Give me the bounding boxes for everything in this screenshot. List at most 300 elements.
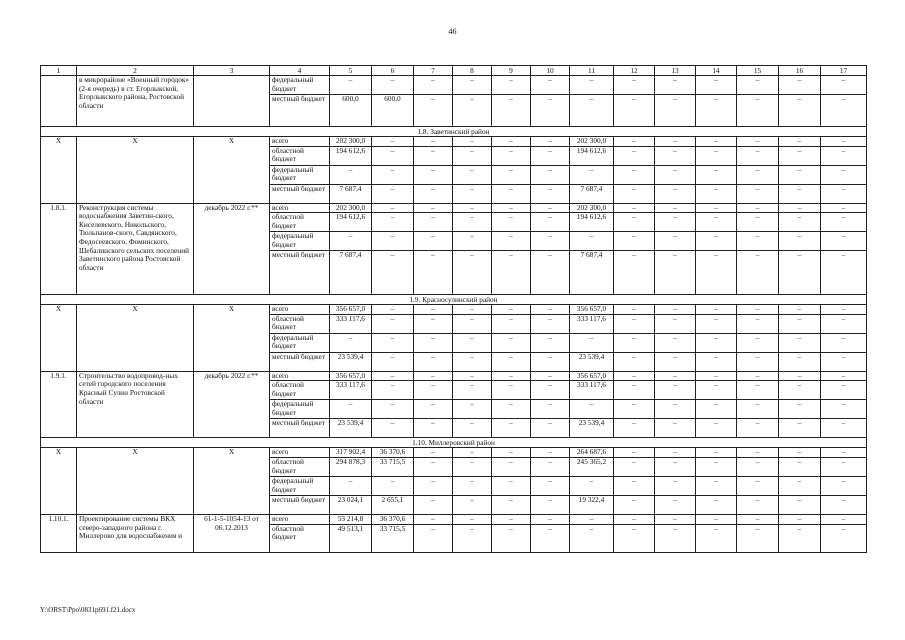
table-cell: 36 370,6 bbox=[372, 514, 414, 524]
table-cell: – bbox=[372, 184, 414, 203]
table-cell: – bbox=[531, 352, 570, 371]
table-cell: – bbox=[737, 95, 779, 127]
table-cell: – bbox=[330, 76, 372, 95]
table-cell: – bbox=[737, 184, 779, 203]
table-cell: – bbox=[453, 400, 492, 419]
table-cell: – bbox=[453, 352, 492, 371]
table-cell: – bbox=[655, 165, 696, 184]
table-cell: 10 bbox=[531, 66, 570, 76]
table-cell: – bbox=[453, 184, 492, 203]
table-cell: – bbox=[696, 448, 737, 458]
table-cell: X bbox=[77, 448, 194, 515]
table-row bbox=[41, 66, 867, 76]
table-cell: – bbox=[531, 251, 570, 295]
table-cell: – bbox=[779, 476, 821, 495]
table-cell: 12 bbox=[614, 66, 655, 76]
table-cell: – bbox=[655, 203, 696, 213]
table-cell: – bbox=[453, 146, 492, 165]
table-cell: 317 902,4 bbox=[330, 448, 372, 458]
table-cell: декабрь 2022 г.** bbox=[194, 371, 270, 438]
table-cell: – bbox=[614, 314, 655, 333]
table-cell: – bbox=[779, 381, 821, 400]
table-cell: – bbox=[779, 146, 821, 165]
table-cell: – bbox=[821, 76, 867, 95]
table-cell: – bbox=[614, 232, 655, 251]
table-cell: – bbox=[453, 495, 492, 514]
table-cell: – bbox=[372, 203, 414, 213]
table-cell: – bbox=[696, 400, 737, 419]
table-cell: – bbox=[655, 146, 696, 165]
table-cell: 23 539,4 bbox=[570, 419, 614, 438]
table-cell: – bbox=[492, 305, 531, 315]
table-cell: федеральный бюджет bbox=[270, 400, 330, 419]
table-cell: – bbox=[453, 76, 492, 95]
table-cell: – bbox=[737, 514, 779, 524]
table-cell: – bbox=[414, 137, 453, 147]
table-cell: – bbox=[737, 419, 779, 438]
table-cell: – bbox=[779, 95, 821, 127]
table-cell: – bbox=[372, 400, 414, 419]
table-cell: – bbox=[414, 371, 453, 381]
table-cell: – bbox=[655, 400, 696, 419]
table-cell: – bbox=[414, 184, 453, 203]
table-cell: – bbox=[696, 232, 737, 251]
table-cell: – bbox=[531, 457, 570, 476]
table-cell: местный бюджет bbox=[270, 251, 330, 295]
table-cell: – bbox=[414, 76, 453, 95]
table-cell: – bbox=[531, 333, 570, 352]
table-row bbox=[41, 127, 867, 137]
table-cell: – bbox=[531, 381, 570, 400]
table-cell: – bbox=[655, 314, 696, 333]
table-cell: – bbox=[696, 524, 737, 552]
table-cell: – bbox=[655, 371, 696, 381]
table-cell: 1.10.1. bbox=[41, 514, 77, 552]
table-cell: областной бюджет bbox=[270, 457, 330, 476]
table-cell: – bbox=[821, 305, 867, 315]
table-cell: – bbox=[453, 514, 492, 524]
table-cell: – bbox=[453, 165, 492, 184]
table-cell: 202 300,0 bbox=[330, 203, 372, 213]
table-cell: – bbox=[737, 495, 779, 514]
table-cell: – bbox=[614, 305, 655, 315]
table-cell: 36 370,6 bbox=[372, 448, 414, 458]
table-cell: – bbox=[453, 476, 492, 495]
table-cell: – bbox=[655, 184, 696, 203]
table-cell: областной бюджет bbox=[270, 314, 330, 333]
table-cell: – bbox=[614, 165, 655, 184]
table-cell: – bbox=[614, 524, 655, 552]
table-cell: местный бюджет bbox=[270, 419, 330, 438]
table-cell: – bbox=[414, 381, 453, 400]
table-cell: 7 687,4 bbox=[330, 251, 372, 295]
table-cell: – bbox=[414, 251, 453, 295]
table-cell: X bbox=[194, 305, 270, 372]
table-cell: – bbox=[614, 457, 655, 476]
table-cell: – bbox=[821, 419, 867, 438]
table-cell: – bbox=[696, 137, 737, 147]
table-cell: – bbox=[492, 371, 531, 381]
table-cell: – bbox=[531, 495, 570, 514]
table-cell: – bbox=[821, 476, 867, 495]
table-cell: – bbox=[779, 448, 821, 458]
table-cell: – bbox=[531, 203, 570, 213]
table-cell: – bbox=[696, 371, 737, 381]
table-cell: – bbox=[453, 524, 492, 552]
table-cell: – bbox=[614, 495, 655, 514]
table-cell: – bbox=[821, 251, 867, 295]
table-cell: 245 365,2 bbox=[570, 457, 614, 476]
table-cell: 4 bbox=[270, 66, 330, 76]
table-cell: – bbox=[696, 95, 737, 127]
table-cell: – bbox=[821, 352, 867, 371]
table-cell: – bbox=[531, 419, 570, 438]
table-cell: – bbox=[492, 165, 531, 184]
table-cell: 194 612,6 bbox=[570, 213, 614, 232]
table-cell: – bbox=[531, 314, 570, 333]
table-cell: – bbox=[737, 333, 779, 352]
table-cell: – bbox=[696, 333, 737, 352]
table-cell: – bbox=[779, 184, 821, 203]
table-cell: Проектирование системы ВКХ северо-западного района г. Миллерово для водоснабжения и bbox=[77, 514, 194, 552]
table-cell: – bbox=[655, 251, 696, 295]
table-cell: – bbox=[372, 146, 414, 165]
table-cell: – bbox=[414, 495, 453, 514]
table-cell: местный бюджет bbox=[270, 184, 330, 203]
table-cell: всего bbox=[270, 305, 330, 315]
table-cell: – bbox=[492, 184, 531, 203]
table-cell: – bbox=[821, 165, 867, 184]
table-cell: – bbox=[453, 314, 492, 333]
table-cell: – bbox=[737, 352, 779, 371]
table-cell: – bbox=[696, 165, 737, 184]
table-cell: – bbox=[696, 457, 737, 476]
table-cell: – bbox=[492, 495, 531, 514]
table-cell: – bbox=[696, 314, 737, 333]
table-cell: – bbox=[414, 352, 453, 371]
table-cell: 194 612,6 bbox=[330, 213, 372, 232]
table-cell: – bbox=[821, 137, 867, 147]
table-cell: – bbox=[737, 400, 779, 419]
table-cell: 202 300,0 bbox=[330, 137, 372, 147]
table-cell: – bbox=[531, 476, 570, 495]
table-cell: – bbox=[531, 76, 570, 95]
table-cell: – bbox=[531, 400, 570, 419]
table-cell: – bbox=[696, 251, 737, 295]
table-cell: – bbox=[821, 184, 867, 203]
table-cell: 356 657,0 bbox=[330, 305, 372, 315]
table-cell: 16 bbox=[779, 66, 821, 76]
table-cell: – bbox=[372, 314, 414, 333]
table-cell: – bbox=[372, 419, 414, 438]
table-cell: – bbox=[492, 514, 531, 524]
table-cell: – bbox=[492, 400, 531, 419]
table-cell: – bbox=[492, 476, 531, 495]
table-cell: – bbox=[492, 251, 531, 295]
table-cell: – bbox=[614, 213, 655, 232]
table-cell: местный бюджет bbox=[270, 495, 330, 514]
table-cell: Строительство водопровод-ных сетей городского поселения Красный Сулин Ростовской области bbox=[77, 371, 194, 438]
table-cell: – bbox=[492, 203, 531, 213]
table-cell: – bbox=[453, 251, 492, 295]
table-cell: – bbox=[614, 400, 655, 419]
table-cell: – bbox=[453, 457, 492, 476]
table-cell: – bbox=[821, 95, 867, 127]
table-cell: 23 539,4 bbox=[330, 352, 372, 371]
table-cell: – bbox=[696, 146, 737, 165]
table-cell: 9 bbox=[492, 66, 531, 76]
table-cell: – bbox=[372, 165, 414, 184]
table-cell: X bbox=[194, 137, 270, 204]
table-cell: всего bbox=[270, 514, 330, 524]
table-cell: X bbox=[194, 448, 270, 515]
table-cell: 11 bbox=[570, 66, 614, 76]
table-cell: – bbox=[414, 400, 453, 419]
table-row bbox=[41, 295, 867, 305]
table-cell: федеральный бюджет bbox=[270, 76, 330, 95]
financing-table bbox=[40, 65, 867, 553]
table-cell: – bbox=[531, 524, 570, 552]
table-cell: 1.10. Миллеровский район bbox=[41, 438, 867, 448]
table-cell: федеральный бюджет bbox=[270, 333, 330, 352]
table-cell: – bbox=[492, 448, 531, 458]
table-cell: – bbox=[696, 381, 737, 400]
table-cell: 202 300,0 bbox=[570, 203, 614, 213]
table-cell: – bbox=[531, 232, 570, 251]
table-cell: 3 bbox=[194, 66, 270, 76]
table-cell: – bbox=[821, 457, 867, 476]
table-cell: – bbox=[696, 184, 737, 203]
table-cell: – bbox=[737, 165, 779, 184]
table-cell: – bbox=[492, 314, 531, 333]
table-cell: 1.8. Заветинский район bbox=[41, 127, 867, 137]
table-cell: 15 bbox=[737, 66, 779, 76]
table-cell: – bbox=[372, 352, 414, 371]
table-cell: – bbox=[655, 514, 696, 524]
table-cell: – bbox=[372, 232, 414, 251]
table-cell: – bbox=[737, 476, 779, 495]
table-cell: – bbox=[779, 165, 821, 184]
table-cell: 333 117,6 bbox=[570, 381, 614, 400]
table-cell: – bbox=[330, 232, 372, 251]
table-cell: 333 117,6 bbox=[330, 314, 372, 333]
table-cell: – bbox=[655, 495, 696, 514]
table-cell: X bbox=[41, 448, 77, 515]
table-cell: – bbox=[779, 314, 821, 333]
table-cell: областной бюджет bbox=[270, 524, 330, 552]
table-cell: 5 bbox=[330, 66, 372, 76]
table-cell: декабрь 2022 г.** bbox=[194, 203, 270, 295]
table-cell: 7 687,4 bbox=[570, 251, 614, 295]
table-cell: – bbox=[821, 314, 867, 333]
table-cell: – bbox=[821, 232, 867, 251]
table-cell: X bbox=[41, 137, 77, 204]
table-cell: – bbox=[372, 76, 414, 95]
table-cell: всего bbox=[270, 448, 330, 458]
table-cell: – bbox=[779, 495, 821, 514]
table-cell: – bbox=[779, 137, 821, 147]
table-cell: – bbox=[531, 448, 570, 458]
table-cell: – bbox=[372, 251, 414, 295]
table-cell: – bbox=[655, 419, 696, 438]
table-cell: 264 687,6 bbox=[570, 448, 614, 458]
table-cell: в микрорайоне «Военный городок» (2-я очередь) в ст. Егорлыкской, Егорлыкского района, Ростовской области bbox=[77, 76, 194, 127]
table-cell: – bbox=[414, 333, 453, 352]
table-cell: – bbox=[779, 371, 821, 381]
table-cell: – bbox=[531, 95, 570, 127]
table-cell: 194 612,6 bbox=[570, 146, 614, 165]
table-cell: – bbox=[492, 381, 531, 400]
table-cell: 6 bbox=[372, 66, 414, 76]
table-cell: – bbox=[330, 165, 372, 184]
table-cell: – bbox=[330, 400, 372, 419]
table-cell: – bbox=[696, 419, 737, 438]
table-cell: – bbox=[779, 457, 821, 476]
table-cell: – bbox=[614, 146, 655, 165]
table-cell: 333 117,6 bbox=[330, 381, 372, 400]
table-cell: – bbox=[453, 213, 492, 232]
table-cell: – bbox=[414, 146, 453, 165]
table-cell: – bbox=[372, 371, 414, 381]
table-cell: – bbox=[696, 203, 737, 213]
table-cell: – bbox=[614, 514, 655, 524]
table-cell: – bbox=[737, 76, 779, 95]
table-cell: – bbox=[531, 146, 570, 165]
table-cell: областной бюджет bbox=[270, 146, 330, 165]
table-cell: – bbox=[414, 419, 453, 438]
table-cell: X bbox=[77, 305, 194, 372]
table-cell: – bbox=[372, 137, 414, 147]
table-cell: – bbox=[696, 495, 737, 514]
table-cell: – bbox=[372, 333, 414, 352]
table-cell: – bbox=[655, 524, 696, 552]
table-cell: 2 655,1 bbox=[372, 495, 414, 514]
table-cell: – bbox=[821, 213, 867, 232]
table-cell: – bbox=[655, 448, 696, 458]
table-cell: – bbox=[492, 457, 531, 476]
table-cell: – bbox=[414, 476, 453, 495]
table-cell: – bbox=[453, 305, 492, 315]
table-cell: – bbox=[821, 146, 867, 165]
table-cell: – bbox=[614, 381, 655, 400]
table-cell: – bbox=[453, 371, 492, 381]
table-row bbox=[41, 514, 867, 524]
table-cell: – bbox=[779, 203, 821, 213]
table-cell: – bbox=[737, 213, 779, 232]
table-cell: – bbox=[414, 213, 453, 232]
table-cell: – bbox=[821, 524, 867, 552]
table-cell: – bbox=[330, 333, 372, 352]
table-cell: 2 bbox=[77, 66, 194, 76]
table-cell: – bbox=[614, 203, 655, 213]
table-row bbox=[41, 448, 867, 458]
table-cell: – bbox=[779, 76, 821, 95]
table-cell: 294 878,3 bbox=[330, 457, 372, 476]
table-cell: – bbox=[655, 305, 696, 315]
table-cell: – bbox=[372, 381, 414, 400]
table-cell: – bbox=[779, 333, 821, 352]
table-cell: 600,0 bbox=[372, 95, 414, 127]
table-cell: – bbox=[531, 184, 570, 203]
table-cell: 333 117,6 bbox=[570, 314, 614, 333]
table-cell: 356 657,0 bbox=[570, 371, 614, 381]
table-cell: 13 bbox=[655, 66, 696, 76]
table-cell: – bbox=[453, 137, 492, 147]
table-cell: – bbox=[614, 251, 655, 295]
table-cell: – bbox=[453, 95, 492, 127]
table-cell: 8 bbox=[453, 66, 492, 76]
table-cell: – bbox=[821, 381, 867, 400]
page-number: 46 bbox=[448, 27, 457, 36]
table-cell: – bbox=[821, 371, 867, 381]
table-cell: всего bbox=[270, 137, 330, 147]
table-cell: областной бюджет bbox=[270, 213, 330, 232]
table-row bbox=[41, 305, 867, 315]
table-cell: – bbox=[779, 213, 821, 232]
table-cell: – bbox=[414, 165, 453, 184]
table-cell: – bbox=[531, 305, 570, 315]
table-cell bbox=[41, 76, 77, 127]
table-cell: – bbox=[570, 514, 614, 524]
table-cell: – bbox=[737, 457, 779, 476]
table-cell: – bbox=[779, 232, 821, 251]
table-cell: – bbox=[655, 137, 696, 147]
table-cell: – bbox=[737, 232, 779, 251]
table-cell: – bbox=[614, 352, 655, 371]
table-cell: местный бюджет bbox=[270, 95, 330, 127]
table-cell: – bbox=[414, 203, 453, 213]
table-cell bbox=[194, 76, 270, 127]
table-cell: 1.8.1. bbox=[41, 203, 77, 295]
table-cell: – bbox=[655, 457, 696, 476]
table-cell: – bbox=[492, 524, 531, 552]
table-cell: – bbox=[414, 457, 453, 476]
table-cell: – bbox=[453, 419, 492, 438]
table-cell: – bbox=[570, 476, 614, 495]
table-cell: – bbox=[655, 95, 696, 127]
table-cell: – bbox=[492, 146, 531, 165]
table-cell: – bbox=[453, 381, 492, 400]
table-cell: – bbox=[779, 352, 821, 371]
table-cell: – bbox=[821, 203, 867, 213]
table-cell: – bbox=[821, 448, 867, 458]
table-cell: – bbox=[414, 448, 453, 458]
table-cell: – bbox=[655, 352, 696, 371]
table-cell: 1 bbox=[41, 66, 77, 76]
table-cell: 14 bbox=[696, 66, 737, 76]
table-cell: – bbox=[737, 371, 779, 381]
table-cell: – bbox=[779, 514, 821, 524]
table-cell: 49 513,1 bbox=[330, 524, 372, 552]
table-cell: – bbox=[531, 213, 570, 232]
table-cell: – bbox=[570, 333, 614, 352]
table-cell: – bbox=[372, 213, 414, 232]
table-row bbox=[41, 371, 867, 381]
table-cell: 61-1-5-1054-13 от 06.12.2013 bbox=[194, 514, 270, 552]
table-cell: – bbox=[492, 232, 531, 251]
table-cell: федеральный бюджет bbox=[270, 165, 330, 184]
table-cell: 33 715,5 bbox=[372, 524, 414, 552]
table-cell: 23 024,1 bbox=[330, 495, 372, 514]
table-cell: – bbox=[570, 165, 614, 184]
table-cell: 1.9. Красносулинский район bbox=[41, 295, 867, 305]
table-row bbox=[41, 137, 867, 147]
table-cell: – bbox=[696, 305, 737, 315]
table-cell: – bbox=[570, 76, 614, 95]
table-cell: X bbox=[41, 305, 77, 372]
table-cell: 356 657,0 bbox=[330, 371, 372, 381]
table-cell: – bbox=[737, 448, 779, 458]
